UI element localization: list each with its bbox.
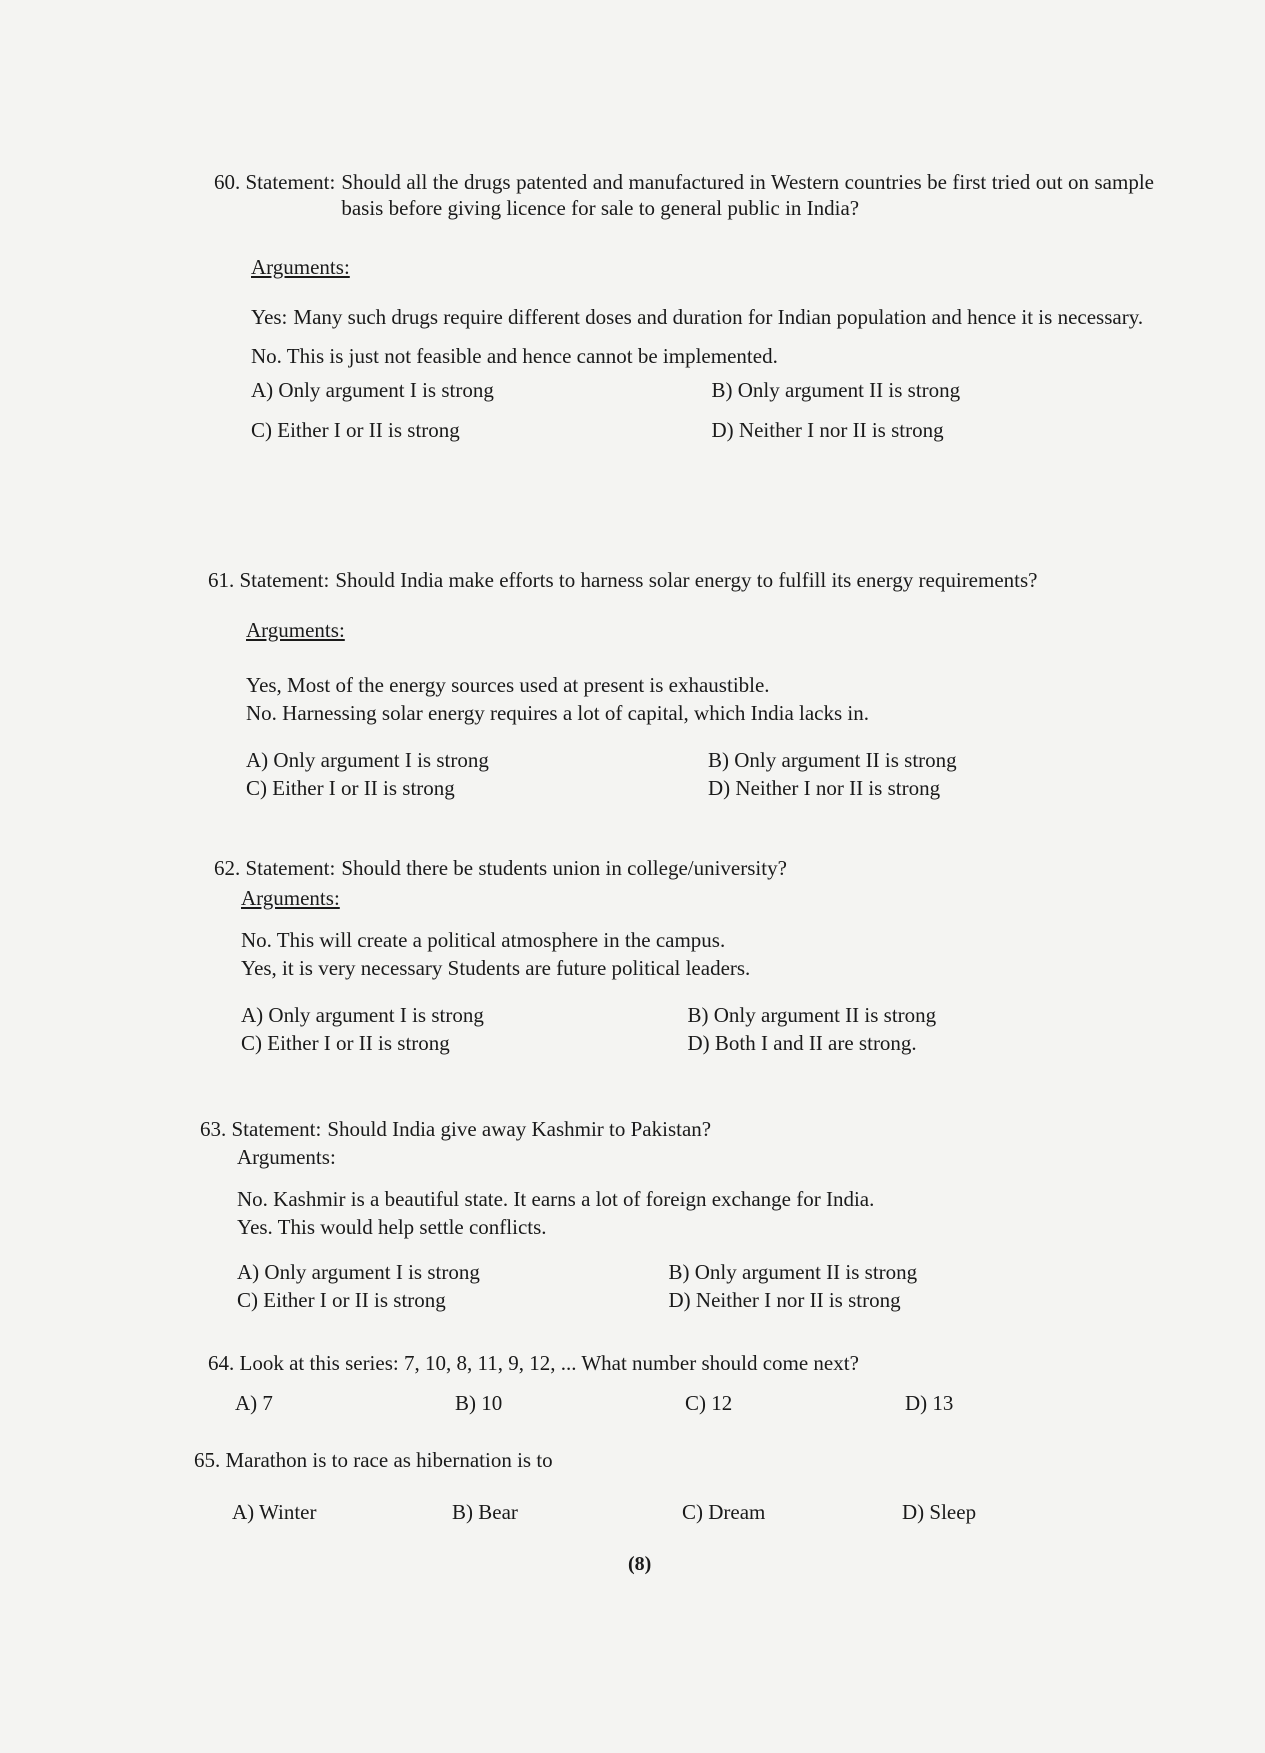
option-b[interactable]: B) Only argument II is strong <box>711 378 961 403</box>
question-62 <box>214 856 1114 1057</box>
option-c[interactable]: C) Either I or II is strong <box>237 1288 446 1313</box>
question-number: 65. <box>194 1448 221 1472</box>
page-number: (8) <box>628 1553 652 1575</box>
option-b[interactable]: B) Bear <box>452 1499 518 1524</box>
statement-text: Should India give away Kashmir to Pakistan? <box>327 1117 712 1141</box>
statement <box>200 1117 1100 1143</box>
question-64 <box>208 1351 1168 1416</box>
statement-text: Should all the drugs patented and manufactured in Western countries be first tried out on sample basis before giving licence for sale to general public in India? <box>341 170 1154 220</box>
option-a[interactable]: A) Only argument I is strong <box>246 748 489 773</box>
options <box>241 1003 1114 1056</box>
option-d[interactable]: D) Neither I nor II is strong <box>668 1288 901 1313</box>
statement <box>214 170 1154 221</box>
argument-yes-label: Yes: <box>251 304 288 329</box>
argument-no: No. This is just not feasible and hence cannot be implemented. <box>251 344 778 369</box>
argument-yes <box>251 305 1154 331</box>
option-d[interactable]: D) 13 <box>905 1390 954 1415</box>
statement-text: Should there be students union in college/university? <box>341 856 787 880</box>
option-d[interactable]: D) Sleep <box>902 1499 977 1524</box>
option-a[interactable]: A) 7 <box>235 1390 273 1415</box>
statement <box>208 568 1150 594</box>
question-65 <box>194 1448 1154 1525</box>
option-c[interactable]: C) Either I or II is strong <box>241 1031 450 1056</box>
option-a[interactable]: A) Winter <box>232 1499 317 1524</box>
statement <box>214 856 1114 882</box>
arguments-label: Arguments: <box>251 255 350 280</box>
statement-label: Statement: <box>245 856 336 880</box>
statement-label: Statement: <box>239 568 330 592</box>
arguments-label: Arguments: <box>237 1144 336 1169</box>
question-number: 63. <box>200 1117 227 1141</box>
options <box>237 1260 1100 1313</box>
argument-2: Yes. This would help settle conflicts. <box>237 1214 547 1239</box>
arguments-label: Arguments: <box>241 885 340 910</box>
arguments-label: Arguments: <box>246 617 345 642</box>
question-number: 64. <box>208 1351 235 1375</box>
option-a[interactable]: A) Only argument I is strong <box>251 378 494 403</box>
option-b[interactable]: B) Only argument II is strong <box>687 1003 937 1028</box>
option-b[interactable]: B) 10 <box>455 1390 503 1415</box>
option-c[interactable]: C) Either I or II is strong <box>246 776 455 801</box>
question-number: 62. <box>214 856 241 880</box>
option-a[interactable]: A) Only argument I is strong <box>241 1003 484 1028</box>
question-60 <box>214 170 1154 443</box>
question-63 <box>200 1117 1100 1314</box>
option-c[interactable]: C) Either I or II is strong <box>251 417 460 442</box>
options <box>251 378 1154 443</box>
question-body: Look at this series: 7, 10, 8, 11, 9, 12, ... What number should come next? <box>239 1351 859 1375</box>
option-d[interactable]: D) Both I and II are strong. <box>687 1031 917 1056</box>
question-number: 60. <box>214 170 241 194</box>
argument-1: Yes, Most of the energy sources used at present is exhaustible. <box>246 673 770 698</box>
statement-text: Should India make efforts to harness solar energy to fulfill its energy requirements? <box>335 568 1038 592</box>
question-61 <box>208 568 1150 802</box>
options <box>246 748 1150 801</box>
option-d[interactable]: D) Neither I nor II is strong <box>711 417 944 442</box>
option-b[interactable]: B) Only argument II is strong <box>708 748 957 773</box>
option-b[interactable]: B) Only argument II is strong <box>668 1260 918 1285</box>
argument-1: No. Kashmir is a beautiful state. It earns a lot of foreign exchange for India. <box>237 1187 875 1212</box>
argument-2: No. Harnessing solar energy requires a lot of capital, which India lacks in. <box>246 700 870 725</box>
question-body: Marathon is to race as hibernation is to <box>225 1448 553 1472</box>
statement-label: Statement: <box>231 1117 322 1141</box>
statement-label: Statement: <box>245 170 336 194</box>
question-number: 61. <box>208 568 235 592</box>
options <box>235 1391 1168 1417</box>
option-d[interactable]: D) Neither I nor II is strong <box>708 776 941 801</box>
options <box>232 1500 1154 1526</box>
question-text <box>194 1448 1154 1474</box>
option-a[interactable]: A) Only argument I is strong <box>237 1260 480 1285</box>
option-c[interactable]: C) Dream <box>682 1499 766 1524</box>
argument-yes-text: Many such drugs require different doses and duration for Indian population and hence it is necessary. <box>293 304 1144 329</box>
question-text <box>208 1351 1168 1377</box>
argument-2: Yes, it is very necessary Students are future political leaders. <box>241 955 751 980</box>
option-c[interactable]: C) 12 <box>685 1390 733 1415</box>
argument-1: No. This will create a political atmosphere in the campus. <box>241 928 726 953</box>
